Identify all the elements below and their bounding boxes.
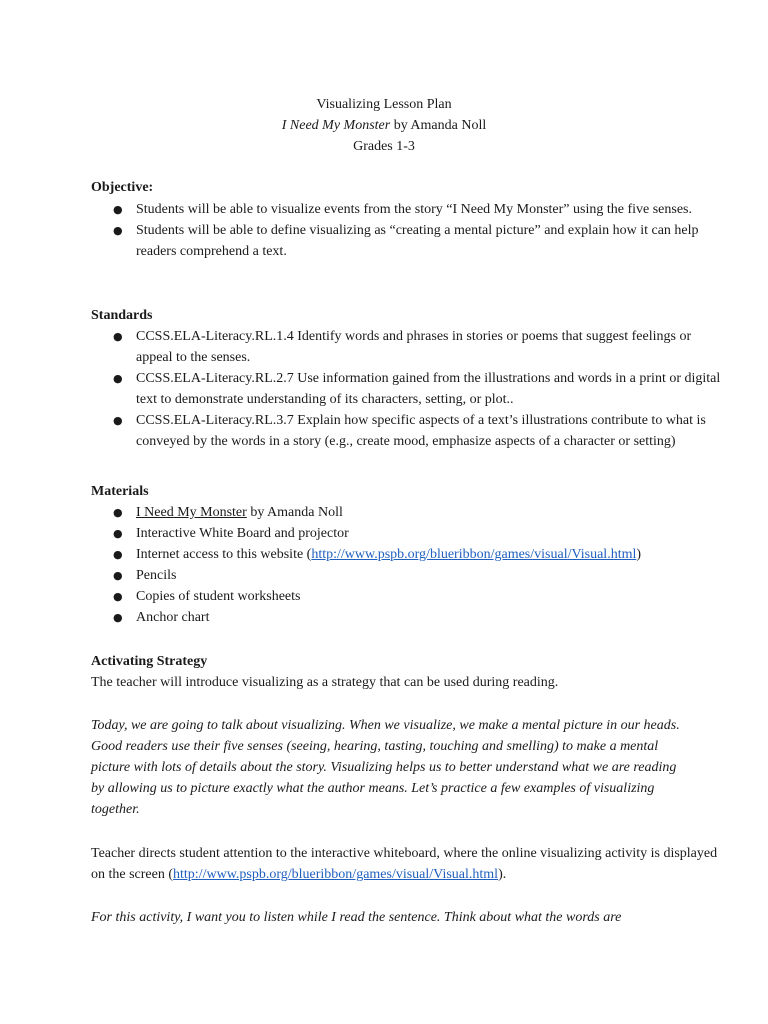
standards-list — [91, 326, 721, 452]
materials-heading: Materials — [91, 484, 149, 499]
material-item-pencils: ● Pencils — [91, 565, 721, 586]
directs-suffix: ). — [498, 867, 507, 882]
objective-item: ● Students will be able to define visualizing as “creating a mental picture” and explain how it can help readers comprehend a text. — [91, 220, 726, 262]
book-title-underlined: I Need My Monster — [136, 505, 247, 520]
directs-text: Teacher directs student attention to the interactive whiteboard, where the online visualizing activity is displayed on the screen ( — [91, 846, 718, 882]
internet-text: Internet access to this website ( — [136, 547, 312, 562]
objective-list — [91, 199, 721, 262]
teacher-script-paragraph: Today, we are going to talk about visualizing. When we visualize, we make a mental picture in our heads. Good readers use their five senses (seeing, hearing, tasting, touching and smelling) to make a mental picture with lots of details about the story. Visualizing helps us to better understand what we are reading by allowing us to picture exactly what the author means. Let’s practice a few examples of visualizing together. — [91, 718, 680, 817]
book-title: I Need My Monster — [281, 118, 391, 133]
teacher-directs-paragraph — [91, 843, 719, 885]
standards-section — [91, 305, 721, 452]
objective-section — [91, 177, 721, 262]
standard-item: ● CCSS.ELA-Literacy.RL.3.7 Explain how specific aspects of a text’s illustrations contribute to what is conveyed by the words in a story (e.g., create mood, emphasize aspects of a character or setting) — [91, 410, 716, 452]
book-byline — [0, 115, 768, 136]
standard-item: ● CCSS.ELA-Literacy.RL.2.7 Use information gained from the illustrations and words in a print or digital text to demonstrate understanding of its characters, setting, or plot.. — [91, 368, 726, 410]
author-name: by Amanda Noll — [390, 118, 487, 133]
material-item-whiteboard: ● Interactive White Board and projector — [91, 523, 721, 544]
material-item-worksheets: ● Copies of student worksheets — [91, 586, 721, 607]
material-item-internet — [91, 544, 721, 565]
material-item-book — [91, 502, 721, 523]
activating-intro: The teacher will introduce visualizing as a strategy that can be used during reading. — [91, 675, 559, 690]
book-author: by Amanda Noll — [246, 505, 343, 520]
material-item-anchor-chart: ● Anchor chart — [91, 607, 721, 628]
activity-instructions: For this activity, I want you to listen while I read the sentence. Think about what the words are — [91, 910, 622, 925]
objective-item: ● Students will be able to visualize events from the story “I Need My Monster” using the five senses. — [91, 199, 696, 220]
materials-section — [91, 481, 721, 628]
document-title: Visualizing Lesson Plan — [316, 97, 452, 112]
activating-heading: Activating Strategy — [91, 654, 208, 669]
website-link[interactable]: http://www.pspb.org/blueribbon/games/visual/Visual.html — [311, 547, 637, 562]
activity-link[interactable]: http://www.pspb.org/blueribbon/games/visual/Visual.html — [173, 867, 499, 882]
standard-item: ● CCSS.ELA-Literacy.RL.1.4 Identify words and phrases in stories or poems that suggest feelings or appeal to the senses. — [91, 326, 696, 368]
grade-level: Grades 1-3 — [353, 139, 415, 154]
objective-heading: Objective: — [91, 180, 154, 195]
materials-list — [91, 502, 721, 628]
standards-heading: Standards — [91, 308, 153, 323]
title-block — [0, 94, 768, 157]
activating-strategy-section — [91, 651, 721, 693]
internet-suffix: ) — [636, 547, 642, 562]
